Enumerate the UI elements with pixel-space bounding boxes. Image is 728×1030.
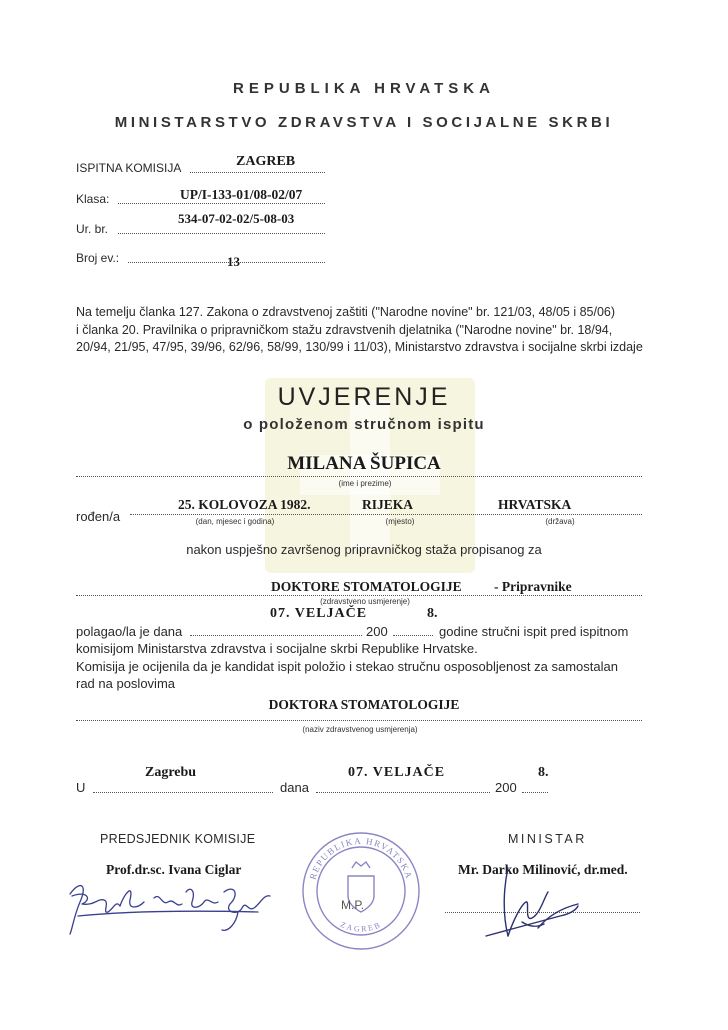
- klasa-line: [118, 203, 325, 204]
- traineeship-caption: (zdravstveno usmjerenje): [320, 597, 410, 606]
- intro-line-1: Na temelju članka 127. Zakona o zdravstvenoj zaštiti ("Narodne novine" br. 121/03, 48/05 i 85/06): [76, 305, 616, 319]
- traineeship-field: DOKTORE STOMATOLOGIJE: [271, 579, 462, 594]
- born-label: rođen/a: [76, 509, 121, 524]
- born-line: [130, 514, 642, 515]
- brojev-value: 13: [227, 254, 240, 269]
- exam-year-line: [393, 635, 433, 636]
- name-line: [76, 476, 642, 477]
- birth-date: 25. KOLOVOZA 1982.: [178, 497, 311, 512]
- issue-city-line: [93, 792, 273, 793]
- komisija-line: [190, 172, 325, 173]
- issue-year-prefix: 200: [495, 780, 517, 795]
- exam-date-line: [190, 635, 362, 636]
- stamp-top-text: REPUBLIKA HRVATSKA: [307, 835, 415, 881]
- signature-right-name: Mr. Darko Milinović, dr.med.: [458, 862, 628, 877]
- work-field: DOKTORA STOMATOLOGIJE: [268, 697, 460, 712]
- signature-left-name: Prof.dr.sc. Ivana Ciglar: [106, 862, 242, 877]
- intro-line-2: i članka 20. Pravilnika o pripravničkom stažu zdravstvenih djelatnika ("Narodne novine" br. 18/94,: [76, 322, 613, 337]
- intro-paragraph: [76, 304, 656, 357]
- klasa-value: UP/I-133-01/08-02/07: [180, 187, 303, 202]
- work-field-line: [76, 720, 642, 721]
- exam-line-1-end: godine stručni ispit pred ispitnom: [439, 624, 629, 639]
- birth-place: RIJEKA: [362, 497, 414, 512]
- official-stamp: [300, 830, 422, 952]
- name-caption: (ime i prezime): [338, 479, 392, 488]
- traineeship-text: nakon uspješno završenog pripravničkog staža propisanog za: [186, 542, 542, 557]
- traineeship-line: [76, 595, 642, 596]
- svg-text:REPUBLIKA HRVATSKA: [308, 836, 415, 881]
- urbr-value: 534-07-02-02/5-08-03: [178, 211, 295, 226]
- issue-u-label: U: [76, 780, 86, 795]
- exam-line-3: Komisija je ocijenila da je kandidat ispit položio i stekao stručnu osposobljenost za samostalan: [76, 659, 618, 674]
- stamp-bottom-text: ZAGREB: [338, 919, 384, 934]
- document-title: UVJERENJE: [277, 383, 451, 411]
- exam-year: 8.: [427, 606, 438, 621]
- komisija-value: ZAGREB: [236, 154, 296, 169]
- header-republic: REPUBLIKA HRVATSKA: [233, 80, 495, 97]
- handwritten-signature-right: [478, 862, 598, 944]
- work-field-caption: (naziv zdravstvenog usmjerenja): [302, 725, 418, 734]
- header-ministry: MINISTARSTVO ZDRAVSTVA I SOCIJALNE SKRBI: [114, 114, 614, 131]
- issue-city: Zagrebu: [145, 765, 197, 780]
- issue-date-line: [316, 792, 490, 793]
- klasa-label: Klasa:: [76, 192, 110, 206]
- exam-year-prefix: 200: [366, 624, 388, 639]
- country-caption: (država): [545, 517, 575, 526]
- exam-line-2: komisijom Ministarstva zdravstva i socijalne skrbi Republike Hrvatske.: [76, 641, 478, 656]
- stamp-mp-label: M.P.: [341, 898, 365, 912]
- issue-dana-label: dana: [280, 780, 309, 795]
- place-caption: (mjesto): [385, 517, 415, 526]
- issue-year: 8.: [538, 765, 549, 780]
- urbr-label: Ur. br.: [76, 222, 109, 236]
- urbr-line: [118, 233, 325, 234]
- signature-right-title: MINISTAR: [508, 832, 587, 846]
- signature-left-title: PREDSJEDNIK KOMISIJE: [100, 832, 256, 846]
- exam-date: 07. VELJAČE: [270, 606, 368, 621]
- exam-line-4: rad na poslovima: [76, 676, 175, 691]
- person-name: MILANA ŠUPICA: [287, 453, 441, 474]
- brojev-label: Broj ev.:: [76, 251, 120, 265]
- exam-label: polagao/la je dana: [76, 624, 183, 639]
- traineeship-field-suffix: - Pripravnike: [494, 579, 572, 594]
- komisija-label: ISPITNA KOMISIJA: [76, 161, 182, 175]
- date-caption: (dan, mjesec i godina): [195, 517, 275, 526]
- handwritten-signature-left: [58, 872, 280, 942]
- issue-date: 07. VELJAČE: [348, 765, 446, 780]
- birth-country: HRVATSKA: [498, 497, 572, 512]
- document-subtitle: o položenom stručnom ispitu: [243, 416, 485, 433]
- intro-line-3: 20/94, 21/95, 47/95, 39/96, 62/96, 58/99, 130/99 i 11/03), Ministarstvo zdravstva i socijalne skrbi izdaje: [76, 340, 643, 354]
- issue-year-line: [522, 792, 548, 793]
